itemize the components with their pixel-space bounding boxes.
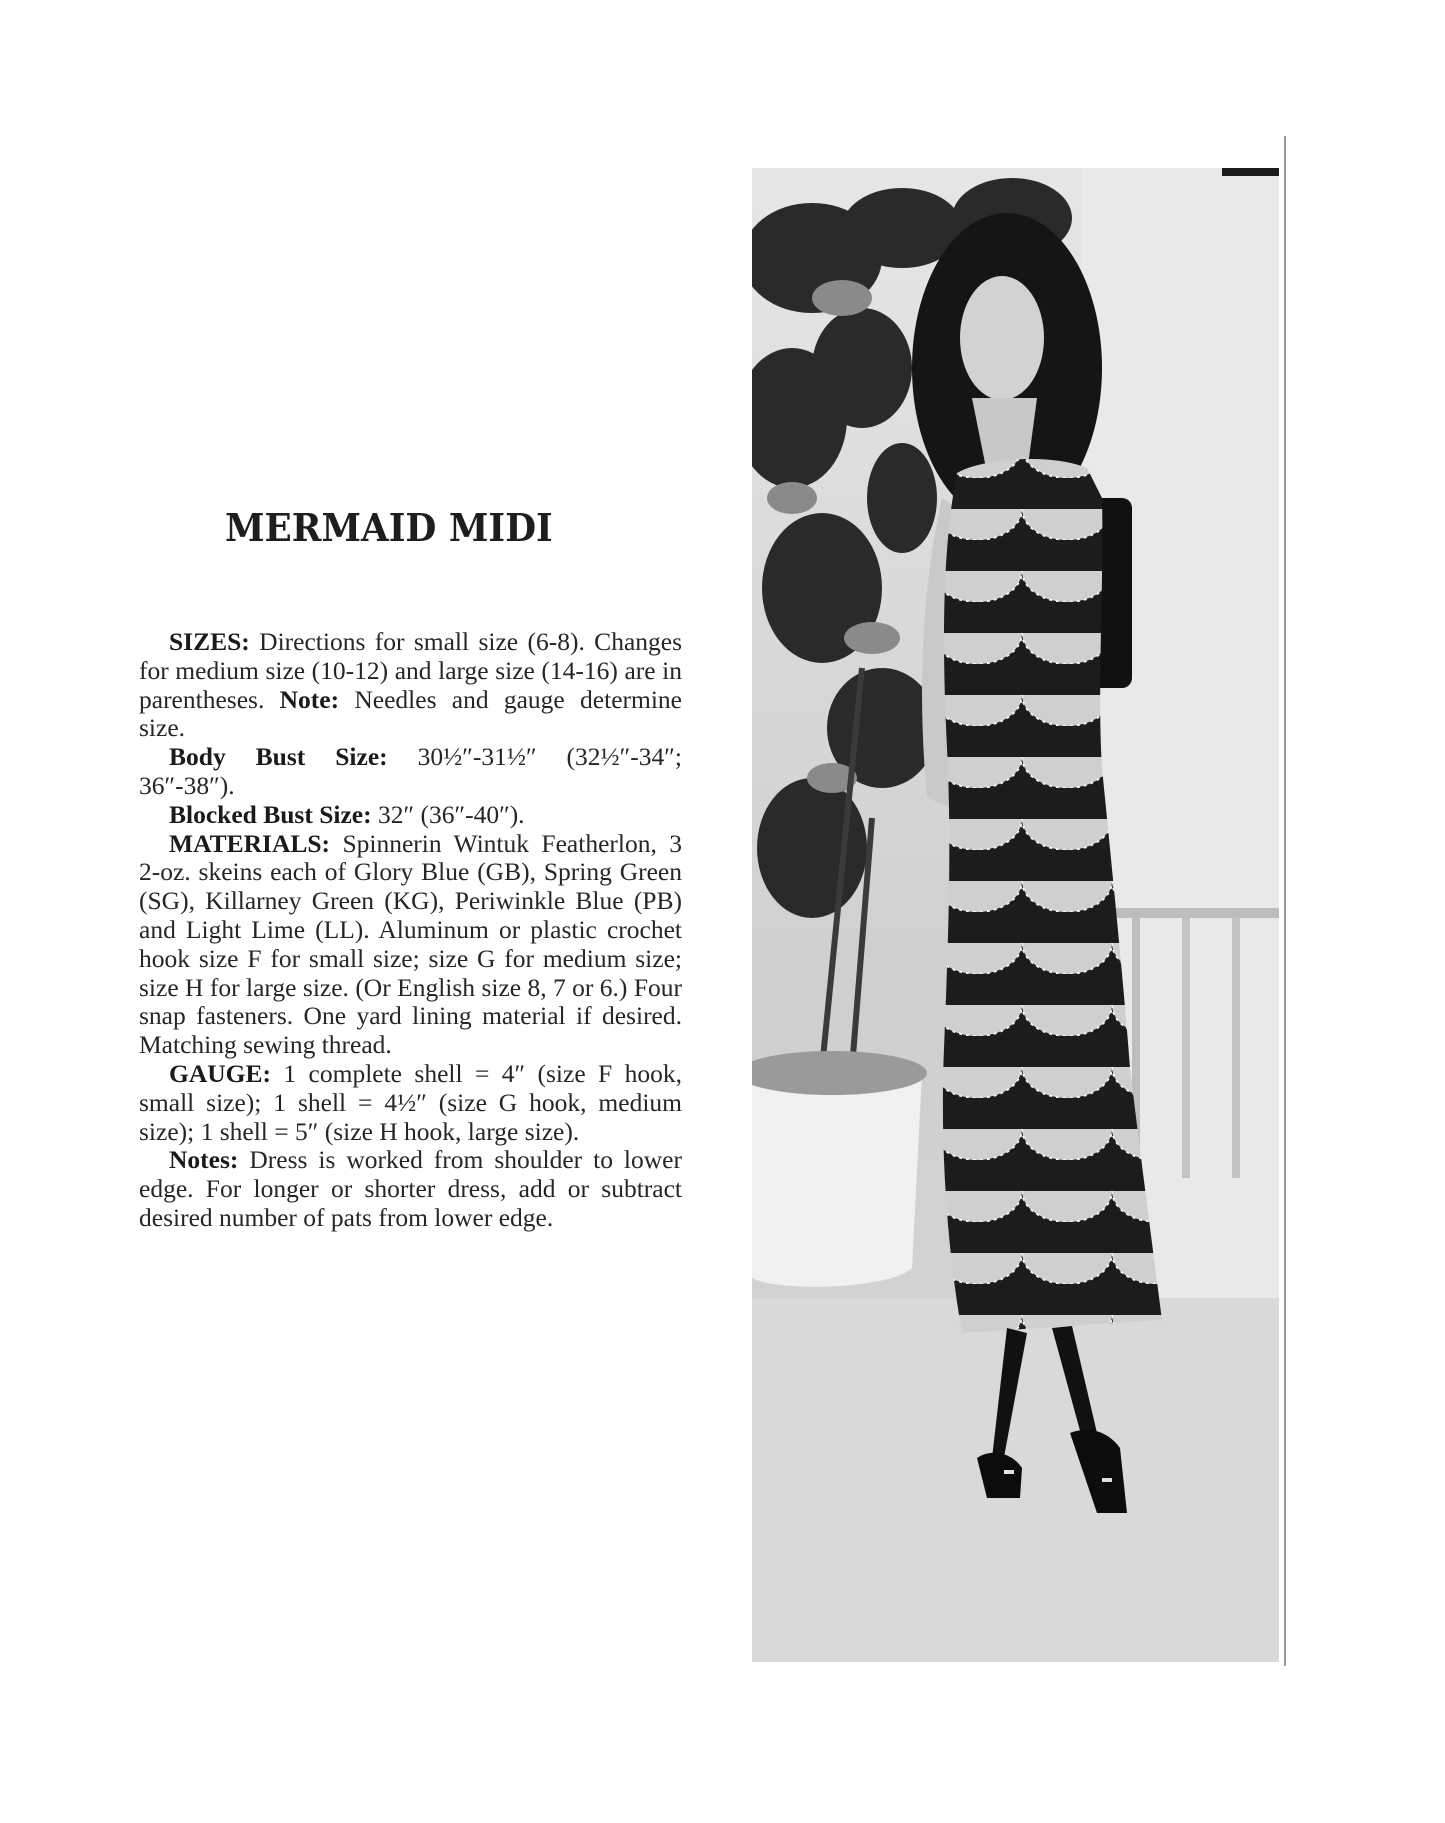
sizes-paragraph <box>139 628 682 743</box>
body-bust-label: Body Bust Size: <box>169 742 388 772</box>
blocked-bust-text: 32″ (36″-40″). <box>371 799 525 829</box>
body-bust-text: 30½″-31½″ (32½″-34″; 36″-38″). <box>139 742 682 800</box>
sizes-text: Directions for small size (6-8). Changes for medium size (10-12) and large size (14-16) are in parentheses. <box>139 627 682 714</box>
photo-edge-rule <box>1284 136 1286 1666</box>
dress-photo <box>752 168 1279 1662</box>
materials-text: Spinnerin Wintuk Featherlon, 3 2-oz. skeins each of Glory Blue (GB), Spring Green (SG), Killarney Green (KG), Periwinkle Blue (PB) and Light Lime (LL). Aluminum or plastic crochet hook size F for small size; size G for medium size; size H for large size. (Or English size 8, 7 or 6.) Four snap fasteners. One yard lining material if desired. Matching sewing thread. <box>139 828 682 1060</box>
notes-paragraph <box>139 1146 682 1232</box>
materials-label: MATERIALS: <box>169 828 331 858</box>
gauge-text: 1 complete shell = 4″ (size F hook, small size); 1 shell = 4½″ (size G hook, medium size); 1 shell = 5″ (size H hook, large size). <box>139 1058 682 1146</box>
notes-label: Notes: <box>169 1145 239 1175</box>
page-title: MERMAID MIDI <box>225 505 553 550</box>
blocked-bust-paragraph <box>139 801 682 830</box>
blocked-bust-label: Blocked Bust Size: <box>169 799 372 829</box>
note-label: Note: <box>279 684 340 714</box>
photo-illustration <box>752 168 1279 1662</box>
materials-paragraph <box>139 830 682 1060</box>
gauge-label: GAUGE: <box>169 1058 271 1088</box>
gauge-paragraph <box>139 1060 682 1146</box>
note-text: Needles and gauge determine size. <box>139 684 682 743</box>
pattern-text <box>139 628 682 1233</box>
body-bust-paragraph <box>139 743 682 801</box>
sizes-label: SIZES: <box>169 627 250 656</box>
notes-text: Dress is worked from shoulder to lower edge. For longer or shorter dress, add or subtract desired number of pats from lower edge. <box>139 1145 682 1232</box>
